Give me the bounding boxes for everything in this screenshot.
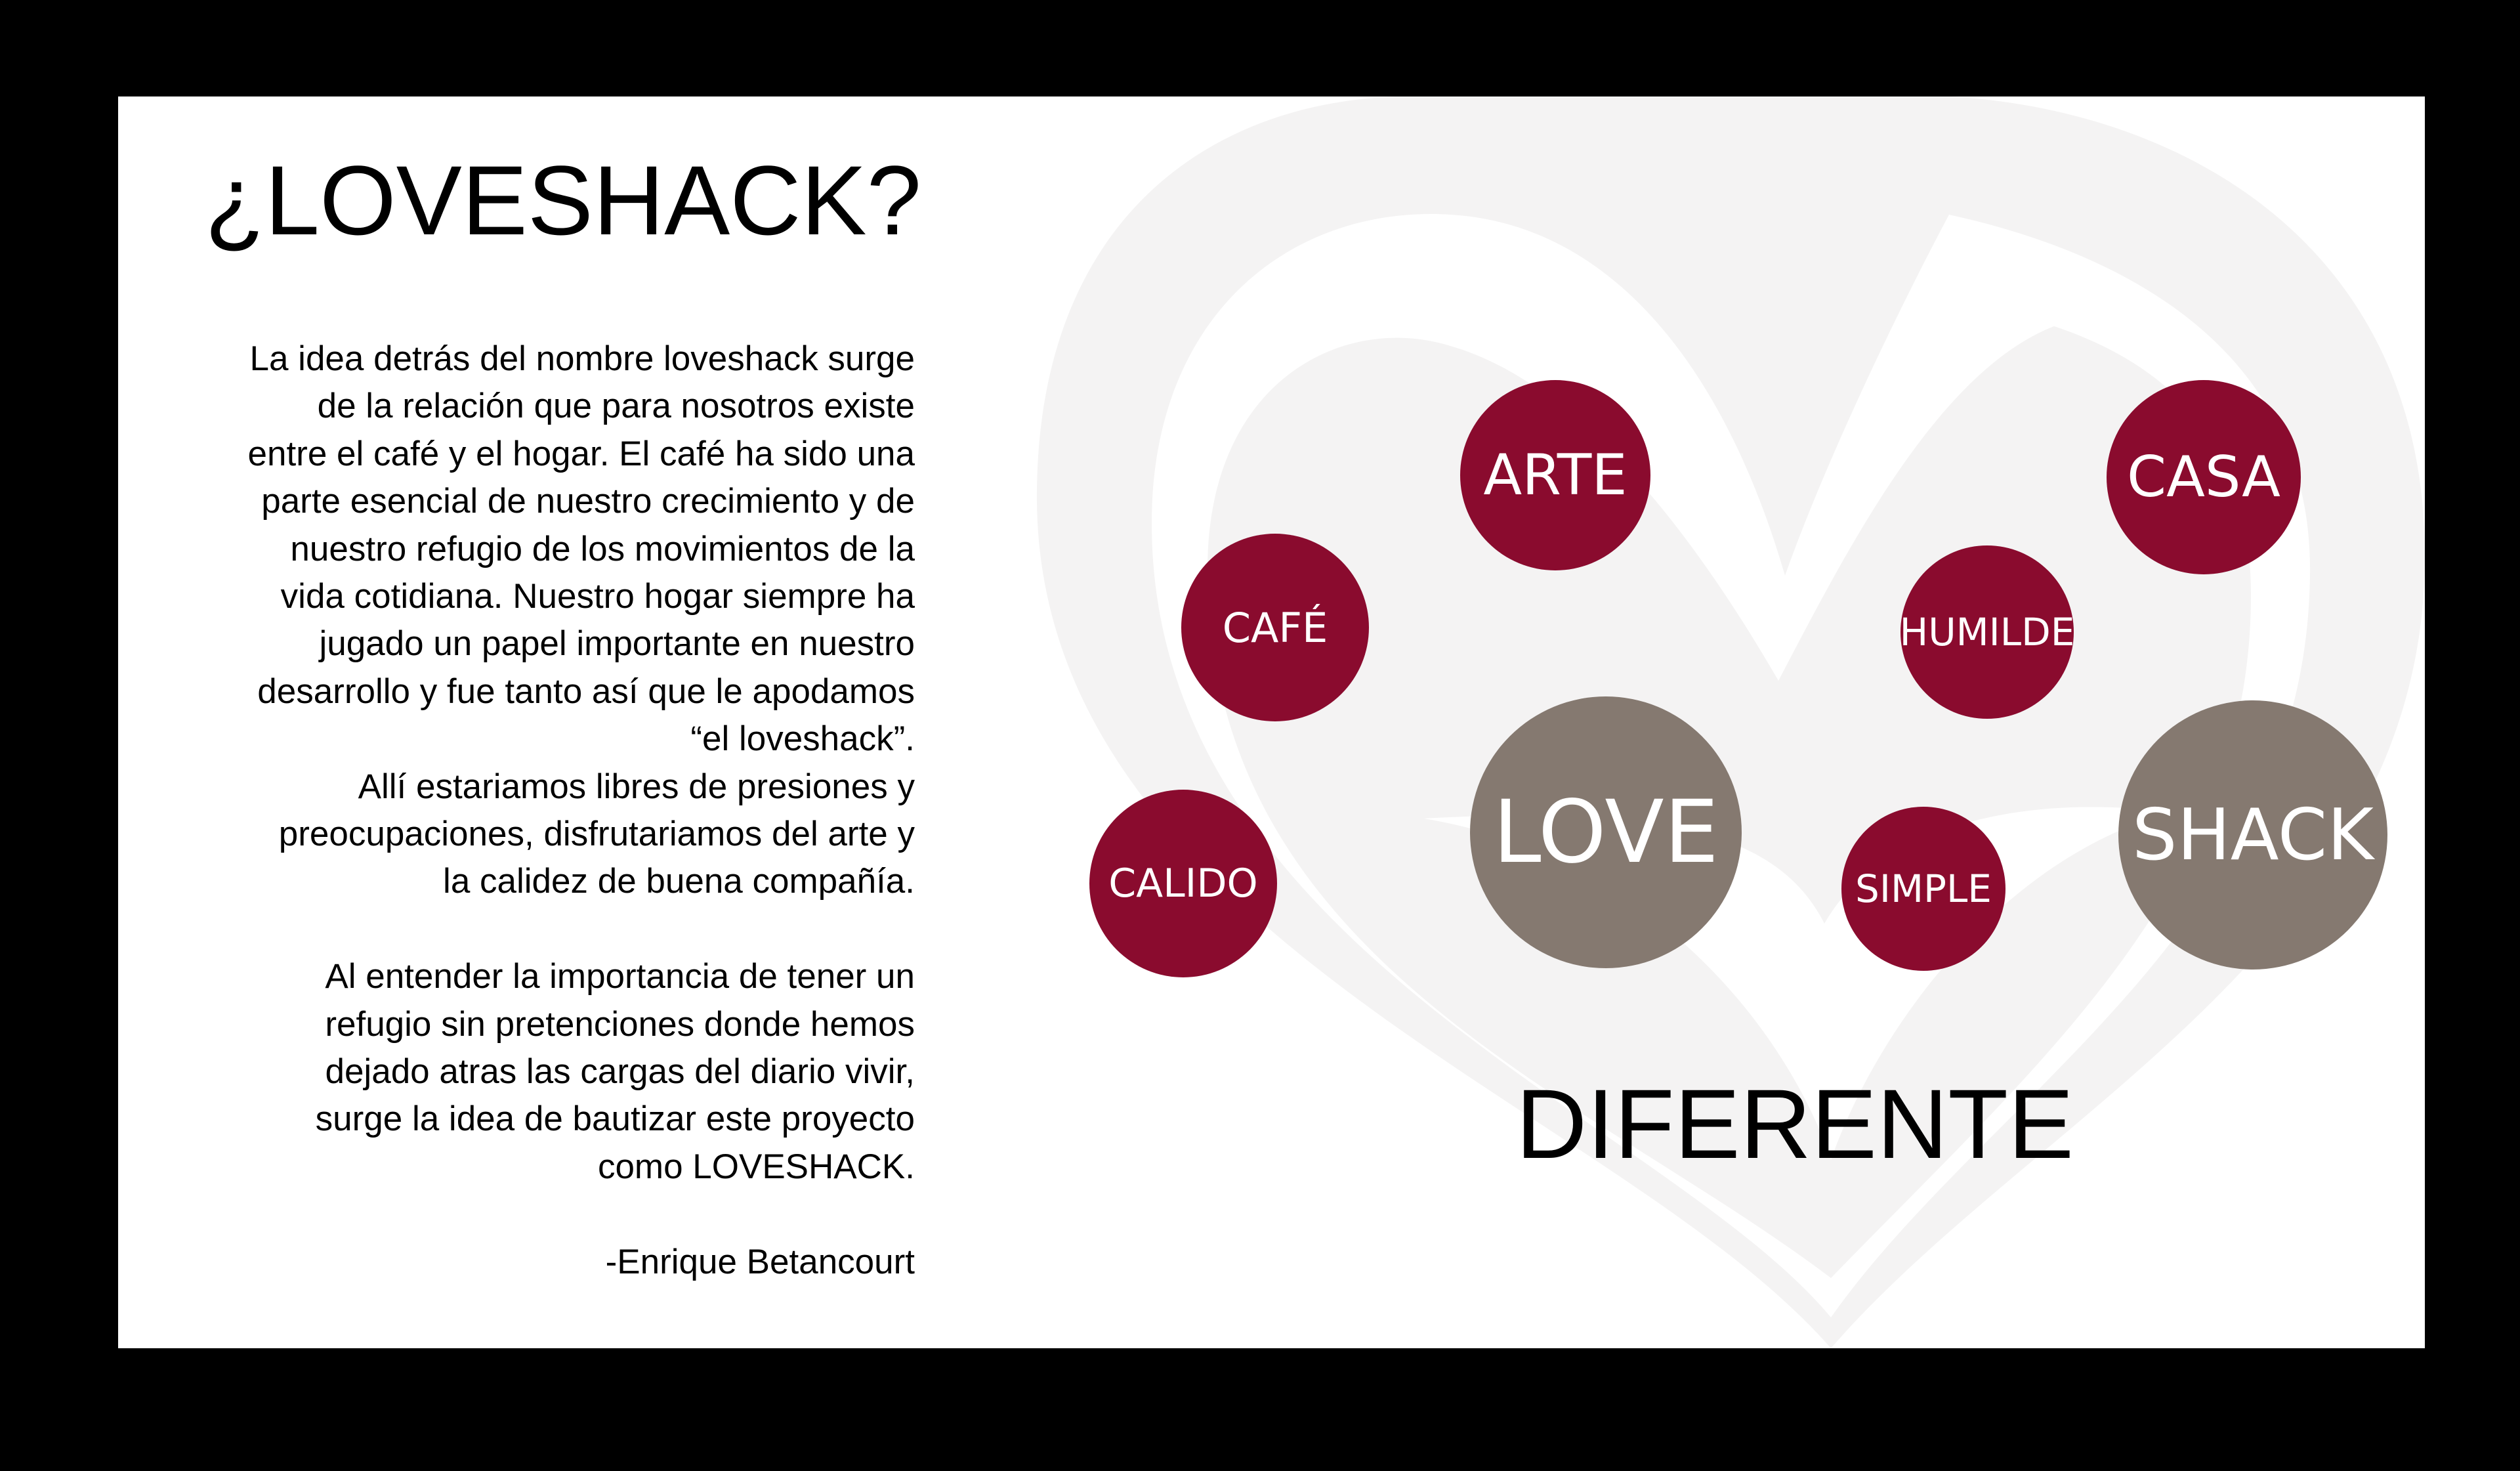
description-line: dejado atras las cargas del diario vivir, (325, 1052, 915, 1092)
bubble-label: CAFÉ (1222, 603, 1328, 652)
bubble-label: CASA (2127, 444, 2280, 510)
bubble-love (1470, 696, 1742, 968)
tagline: DIFERENTE (1515, 1069, 2074, 1179)
bubble-casa (2107, 380, 2301, 574)
description-line: como LOVESHACK. (597, 1147, 915, 1186)
description-line: de la relación que para nosotros existe (317, 387, 915, 426)
description-line: vida cotidiana. Nuestro hogar siempre ha (280, 577, 915, 616)
bubble-label: CALIDO (1108, 861, 1258, 906)
description-line: desarrollo y fue tanto así que le apodamos (257, 672, 915, 711)
description-line: surge la idea de bautizar este proyecto (315, 1099, 915, 1139)
author-signature: -Enrique Betancourt (605, 1242, 915, 1281)
description-line: preocupaciones, disfrutariamos del arte y (278, 815, 915, 854)
bubble-label: ARTE (1483, 442, 1628, 508)
bubble-label: HUMILDE (1899, 610, 2075, 654)
description-text (205, 335, 915, 1286)
bubble-calido (1089, 790, 1277, 977)
paragraph-gap (205, 906, 915, 953)
description-line: la calidez de buena compañía. (443, 862, 915, 901)
description-line: refugio sin pretenciones donde hemos (325, 1004, 915, 1044)
bubble-humilde (1900, 545, 2074, 719)
bubble-label: SIMPLE (1855, 866, 1992, 911)
description-line: Al entender la importancia de tener un (325, 957, 915, 996)
description-line: La idea detrás del nombre loveshack surge (249, 339, 915, 378)
bubble-label: LOVE (1492, 782, 1719, 883)
description-line: “el loveshack”. (690, 719, 915, 759)
description-line: jugado un papel importante en nuestro (319, 624, 915, 664)
bubble-shack (2118, 700, 2387, 970)
description-line: Allí estariamos libres de presiones y (358, 767, 915, 806)
paragraph-gap (205, 1191, 915, 1238)
bubble-cafe (1181, 534, 1369, 721)
bubble-simple (1841, 807, 2006, 971)
slide (118, 96, 2425, 1348)
description-line: parte esencial de nuestro crecimiento y de (261, 482, 915, 521)
page-title: ¿LOVESHACK? (205, 145, 922, 255)
description-line: nuestro refugio de los movimientos de la (290, 529, 915, 568)
bubble-arte (1460, 380, 1650, 570)
bubble-label: SHACK (2132, 794, 2374, 876)
description-line: entre el café y el hogar. El café ha sido una (247, 434, 915, 473)
